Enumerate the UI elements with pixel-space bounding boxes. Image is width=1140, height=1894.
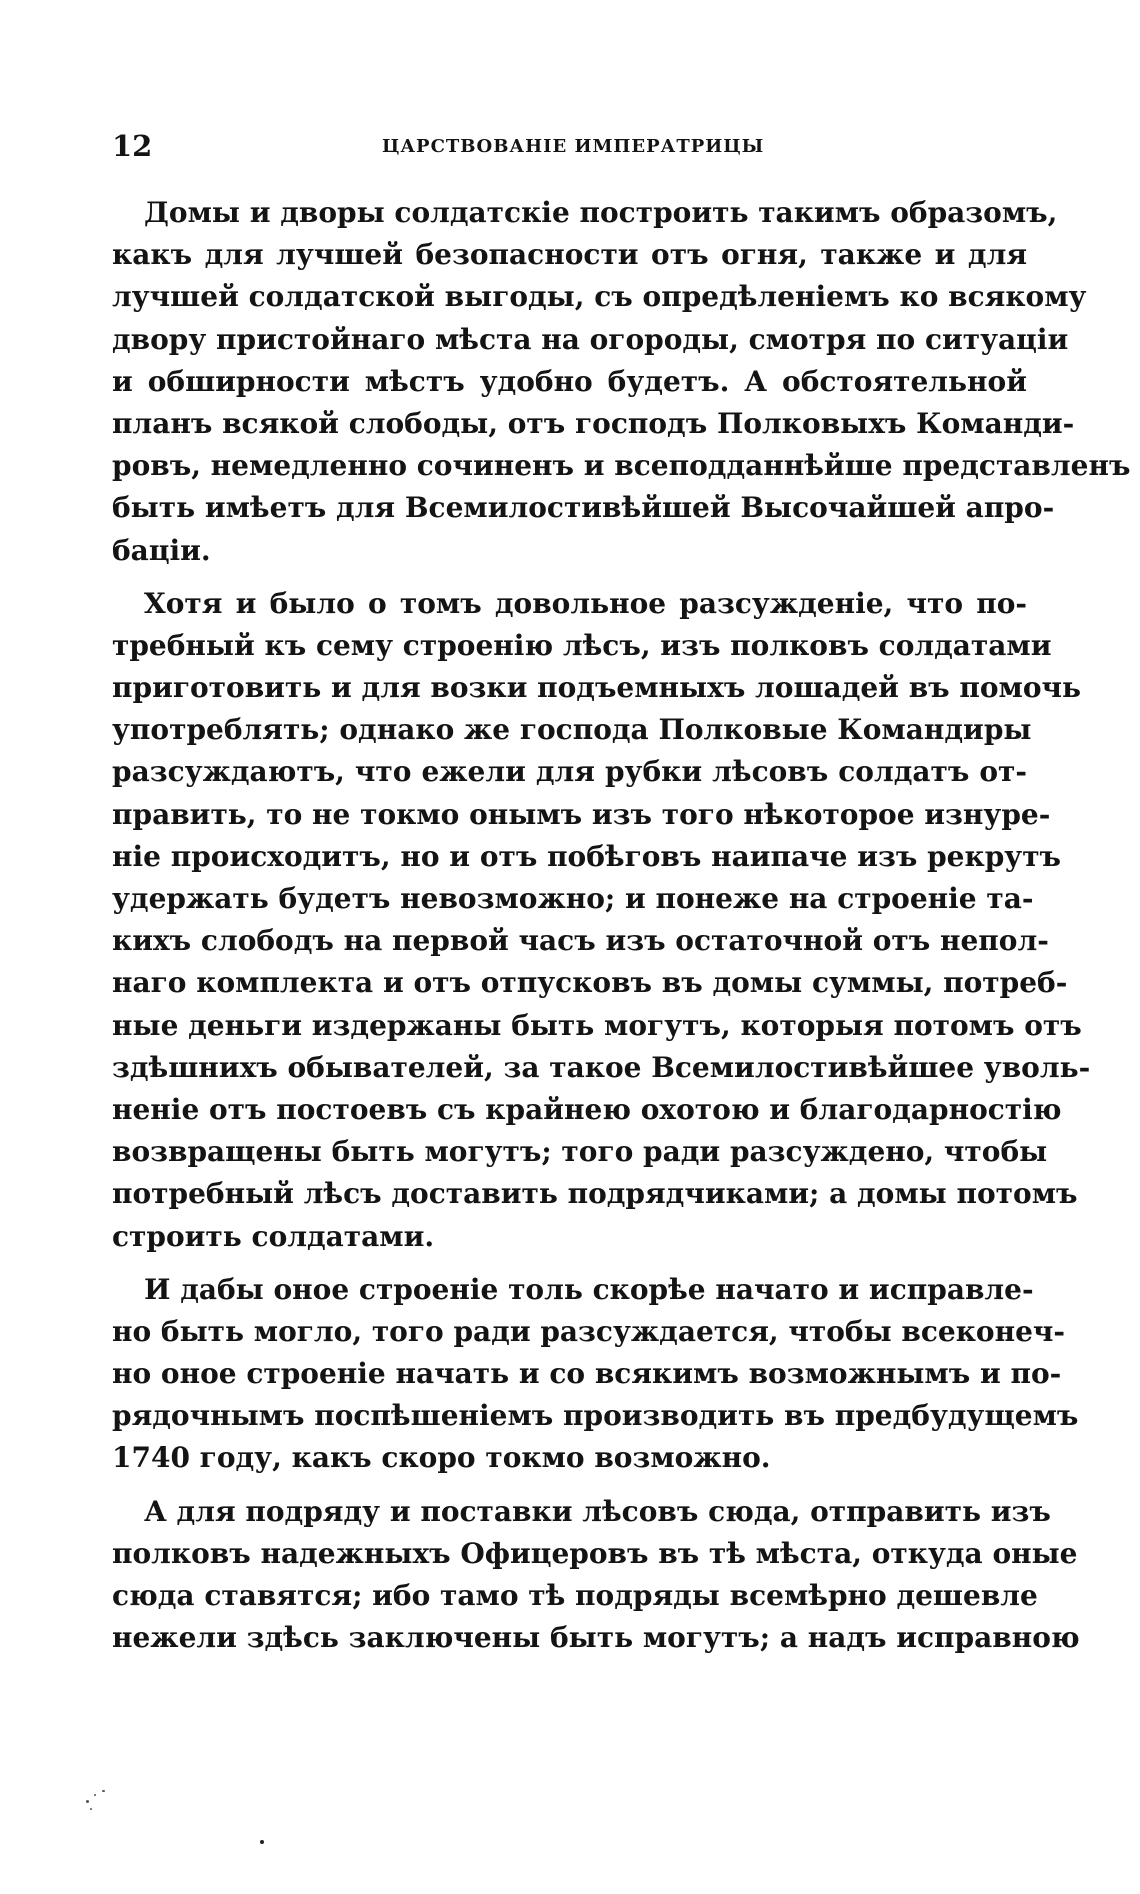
paragraph [112, 192, 1131, 572]
text-line: А для подряду и поставки лѣсовъ сюда, отправить изъ [144, 1494, 1051, 1528]
text-line: строить солдатами. [112, 1219, 435, 1253]
text-line: требный къ сему строенію лѣсъ, изъ полковъ солдатами [112, 628, 1052, 662]
text-line: возвращены быть могутъ; того ради разсуждено, чтобы [112, 1135, 1048, 1169]
text-line: нежели здѣсь заключены быть могутъ; а надъ исправною [112, 1621, 1080, 1655]
scan-speck [102, 1790, 105, 1792]
scan-speck [260, 1840, 264, 1844]
text-line: наго комплекта и отъ отпусковъ въ домы суммы, потреб- [112, 966, 1068, 1000]
text-line: 1740 году, какъ скоро токмо возможно. [112, 1441, 771, 1475]
text-line: но быть могло, того ради разсуждается, чтобы всеконеч- [112, 1314, 1066, 1348]
body-text [112, 192, 1131, 1670]
text-line: ные деньги издержаны быть могутъ, которыя потомъ отъ [112, 1008, 1082, 1042]
paragraph [112, 1269, 1079, 1480]
scan-specks [80, 1780, 340, 1894]
text-line: Домы и дворы солдатскіе построить такимъ образомъ, [144, 196, 1058, 229]
text-line: баціи. [112, 533, 211, 567]
text-line: двору пристойнаго мѣста на огороды, смотря по ситуаціи [112, 322, 1069, 356]
text-line: лучшей солдатской выгоды, съ опредѣленіемъ ко всякому [112, 280, 1087, 314]
text-line: рядочнымъ поспѣшеніемъ производить въ предбудущемъ [112, 1399, 1079, 1433]
scan-speck [90, 1808, 92, 1810]
text-line: здѣшнихъ обывателей, за такое Всемилостивѣйшее уволь- [112, 1050, 1091, 1084]
text-line: разсуждаютъ, что ежели для рубки лѣсовъ солдатъ от- [112, 755, 1027, 789]
text-line: какъ для лучшей безопасности отъ огня, также и для [112, 238, 1027, 272]
text-line: ніе происходитъ, но и отъ побѣговъ наипаче изъ рекрутъ [112, 839, 1062, 873]
page-number: 12 [112, 129, 153, 163]
text-line: приготовить и для возки подъемныхъ лошадей въ помочь [112, 671, 1082, 705]
text-line: неніе отъ постоевъ съ крайнею охотою и благодарностію [112, 1092, 1062, 1126]
text-line: употреблять; однако же господа Полковые Командиры [112, 713, 1032, 747]
running-head [112, 126, 1027, 166]
scan-speck [86, 1800, 89, 1803]
text-line: и обширности мѣстъ удобно будетъ. А обстоятельной [112, 364, 1027, 398]
text-line: планъ всякой слободы, отъ господъ Полковыхъ Команди- [112, 406, 1075, 440]
paragraph [112, 1491, 1080, 1660]
text-line: кихъ слободъ на первой часъ изъ остаточной отъ непол- [112, 924, 1049, 958]
text-line: быть имѣетъ для Всемилостивѣйшей Высочайшей апро- [112, 491, 1055, 525]
running-head-title: ЦАРСТВОВАНІЕ ИМПЕРАТРИЦЫ [382, 136, 765, 157]
text-line: сюда ставятся; ибо тамо тѣ подряды всемѣрно дешевле [112, 1579, 1038, 1612]
text-line: потребный лѣсъ доставить подрядчиками; а домы потомъ [112, 1177, 1078, 1211]
text-line: ровъ, немедленно сочиненъ и всеподданнѣйше представленъ [112, 449, 1131, 483]
text-line: И дабы оное строеніе толь скорѣе начато и исправле- [144, 1272, 1034, 1306]
text-line: полковъ надежныхъ Офицеровъ въ тѣ мѣста, откуда оные [112, 1536, 1078, 1570]
text-line: Хотя и было о томъ довольное разсужденіе, что по- [144, 586, 1027, 620]
text-line: удержать будетъ невозможно; и понеже на строеніе та- [112, 882, 1034, 915]
scan-speck [94, 1794, 96, 1796]
text-line: но оное строеніе начать и со всякимъ возможнымъ и по- [112, 1357, 1062, 1391]
text-line: править, то не токмо онымъ изъ того нѣкоторое изнуре- [112, 797, 1051, 831]
paragraph [112, 583, 1091, 1258]
